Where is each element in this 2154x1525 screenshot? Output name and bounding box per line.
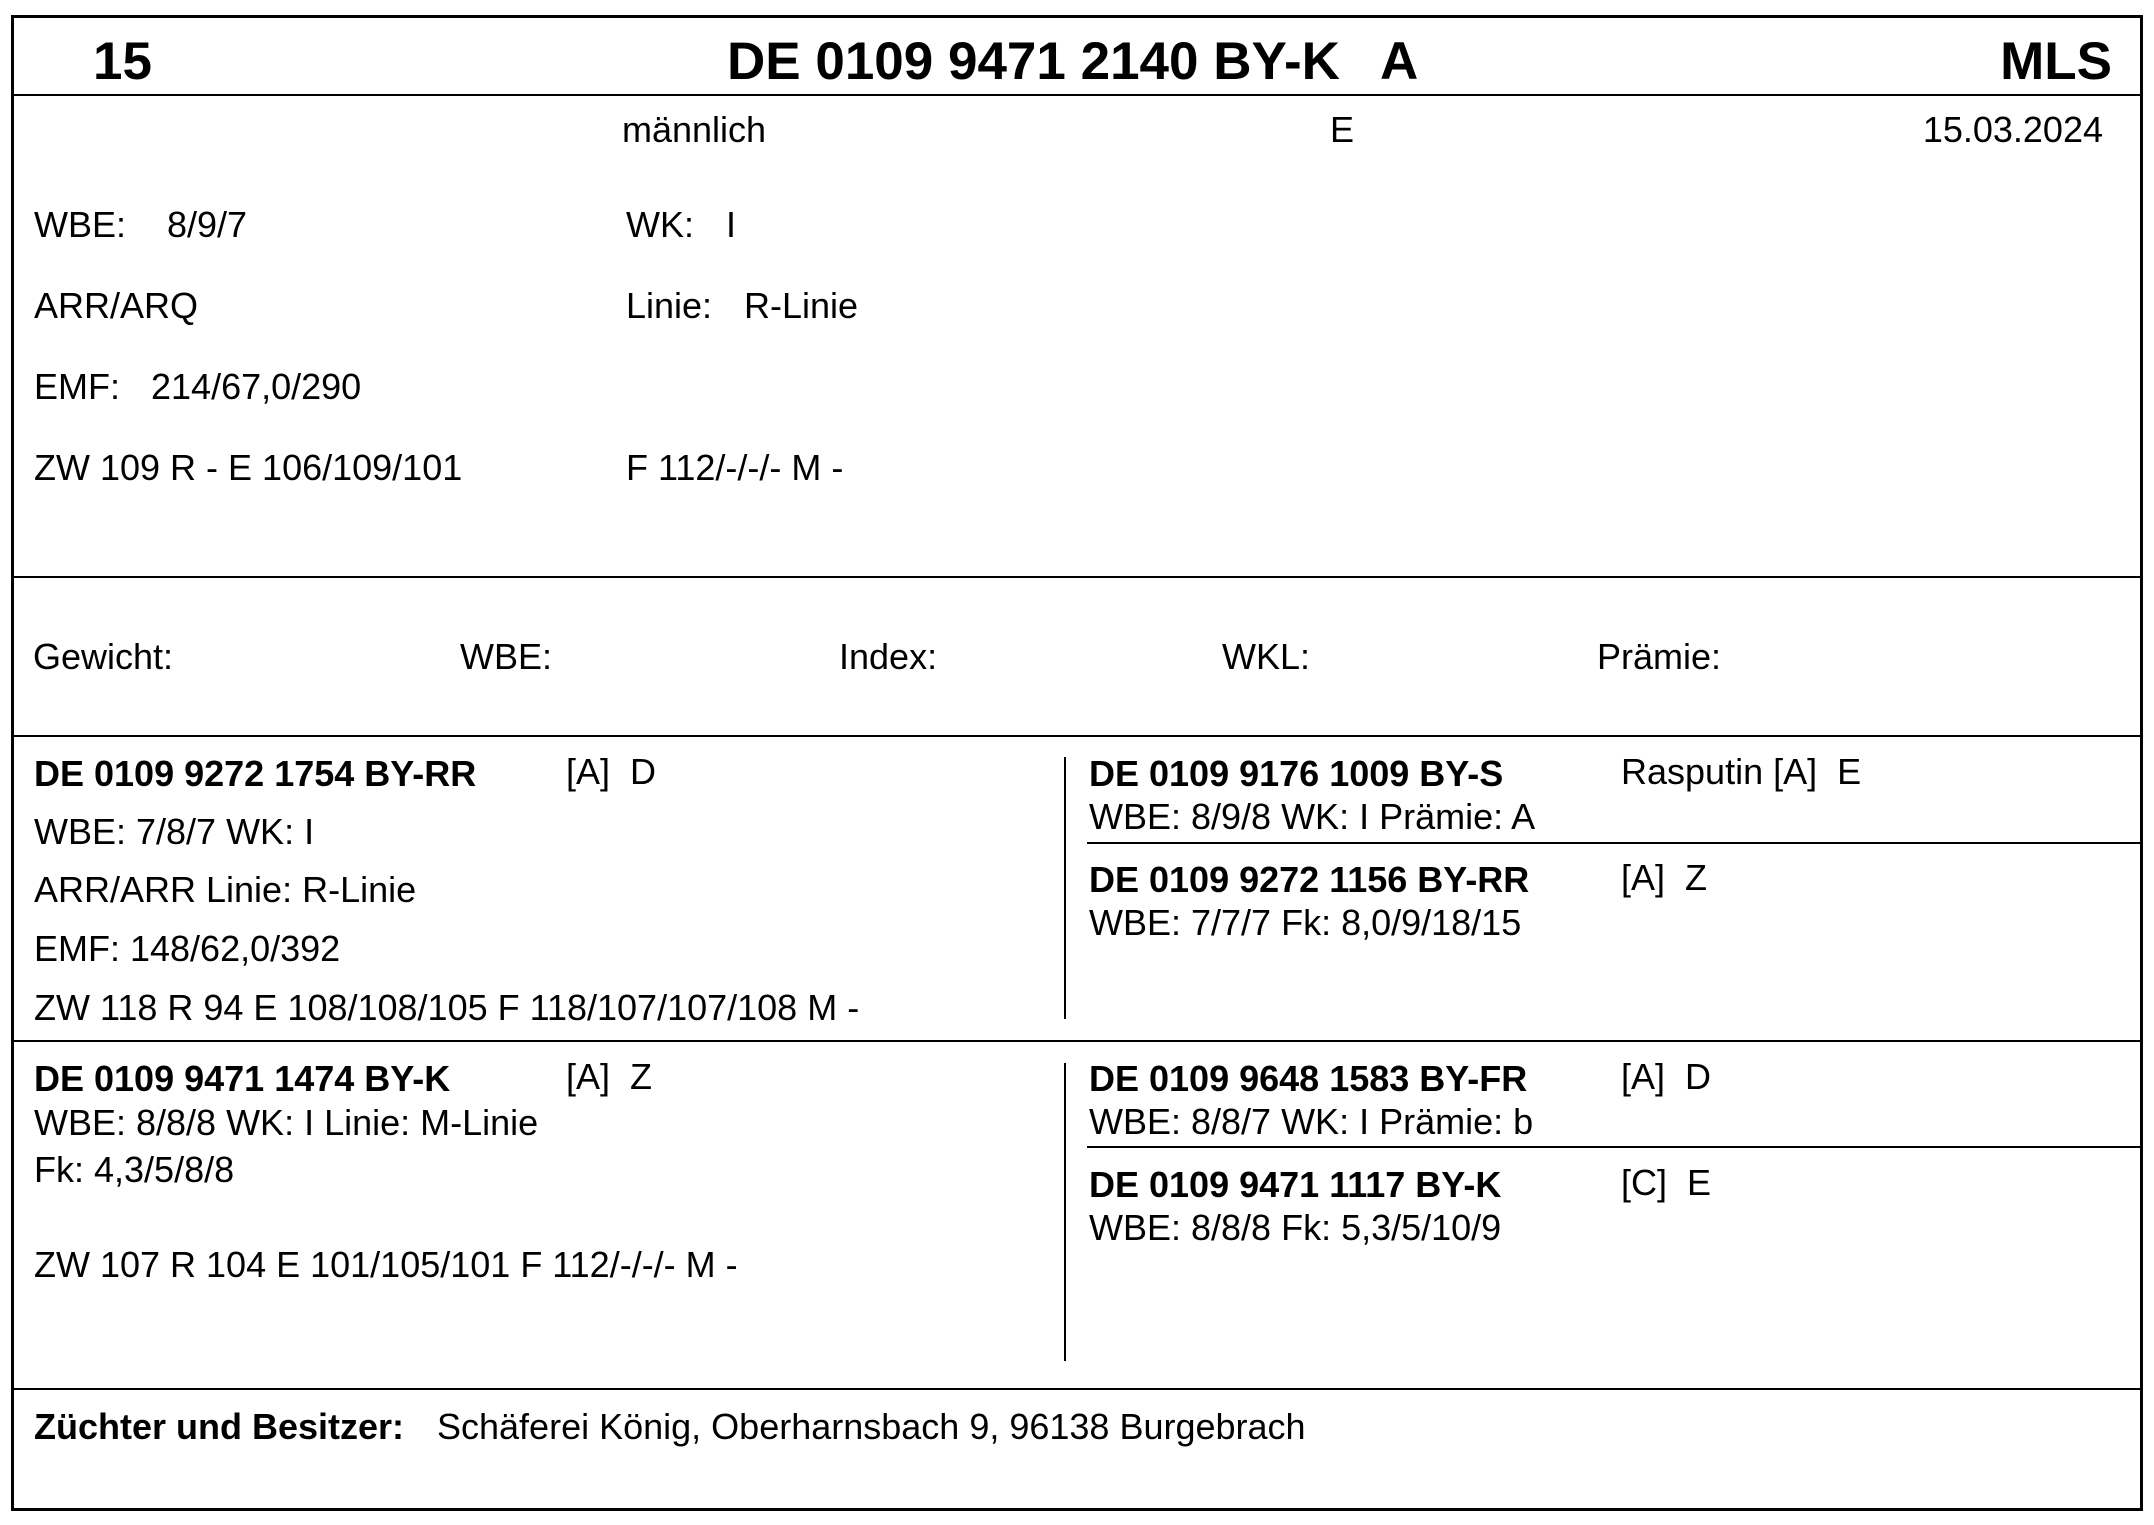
fields-section-divider (11, 735, 2143, 737)
arr-genotype: ARR/ARQ (34, 285, 199, 326)
dam-sire-tag: [A] D (1621, 1056, 1712, 1097)
sire-dam-tag: [A] Z (1621, 857, 1708, 898)
dam-zw: ZW 107 R 104 E 101/105/101 F 112/-/-/- M - (34, 1244, 738, 1285)
emf-value: 214/67,0/290 (151, 366, 362, 407)
dam-tag: [A] Z (566, 1056, 653, 1097)
gewicht-label: Gewicht: (33, 636, 174, 677)
sire-sire-id: DE 0109 9176 1009 BY-S (1089, 753, 1504, 794)
dam-wbe: WBE: 8/8/8 WK: I Linie: M-Linie (34, 1102, 539, 1143)
lot-number: 15 (93, 32, 152, 91)
sire-grandparents-divider (1087, 842, 2143, 844)
sire-emf: EMF: 148/62,0/392 (34, 928, 341, 969)
sire-id: DE 0109 9272 1754 BY-RR (34, 753, 477, 794)
sire-sire-wbe: WBE: 8/9/8 WK: I Prämie: A (1089, 796, 1536, 837)
zw-values: ZW 109 R - E 106/109/101 (34, 447, 463, 488)
dam-sire-id: DE 0109 9648 1583 BY-FR (1089, 1058, 1528, 1099)
animal-section-divider (11, 576, 2143, 578)
dam-dam-id: DE 0109 9471 1117 BY-K (1089, 1164, 1502, 1205)
dam-section-divider (11, 1388, 2143, 1390)
dam-dam-wbe: WBE: 8/8/8 Fk: 5,3/5/10/9 (1089, 1207, 1502, 1248)
dam-grandparents-divider (1087, 1146, 2143, 1148)
sire-section-divider (11, 1040, 2143, 1042)
dam-sire-wbe: WBE: 8/8/7 WK: I Prämie: b (1089, 1101, 1534, 1142)
sire-zw: ZW 118 R 94 E 108/108/105 F 118/107/107/108 M - (34, 987, 860, 1028)
dam-fk: Fk: 4,3/5/8/8 (34, 1149, 235, 1190)
sire-column-divider (1064, 757, 1066, 1019)
wk-value: I (726, 204, 737, 245)
sire-wbe: WBE: 7/8/7 WK: I (34, 811, 315, 852)
wbe-label: WBE: (34, 204, 127, 245)
ear-tag: DE 0109 9471 2140 BY-K (727, 32, 1340, 91)
dam-id: DE 0109 9471 1474 BY-K (34, 1058, 451, 1099)
praemie-label: Prämie: (1597, 636, 1722, 677)
index-label: Index: (839, 636, 938, 677)
ear-tag-class: A (1380, 32, 1419, 91)
type-code: E (1330, 109, 1355, 150)
wbe-value: 8/9/7 (167, 204, 248, 245)
breed: MLS (2000, 32, 2112, 91)
wbe-field-label: WBE: (460, 636, 553, 677)
sire-arr: ARR/ARR Linie: R-Linie (34, 869, 417, 910)
sire-dam-wbe: WBE: 7/7/7 Fk: 8,0/9/18/15 (1089, 902, 1522, 943)
breeder-value: Schäferei König, Oberharnsbach 9, 96138 Burgebrach (437, 1406, 1306, 1447)
sex: männlich (622, 109, 767, 150)
breeder-label: Züchter und Besitzer: (34, 1406, 405, 1447)
dam-column-divider (1064, 1063, 1066, 1361)
wkl-label: WKL: (1222, 636, 1311, 677)
sire-dam-id: DE 0109 9272 1156 BY-RR (1089, 859, 1530, 900)
header-divider (11, 94, 2143, 96)
dam-dam-tag: [C] E (1621, 1162, 1712, 1203)
emf-label: EMF: (34, 366, 120, 407)
linie-label: Linie: (626, 285, 713, 326)
wk-label: WK: (626, 204, 694, 245)
sire-tag: [A] D (566, 751, 657, 792)
date: 15.03.2024 (1922, 109, 2103, 150)
f-values: F 112/-/-/- M - (626, 447, 844, 488)
sire-sire-tag: Rasputin [A] E (1621, 751, 1862, 792)
linie-value: R-Linie (744, 285, 859, 326)
